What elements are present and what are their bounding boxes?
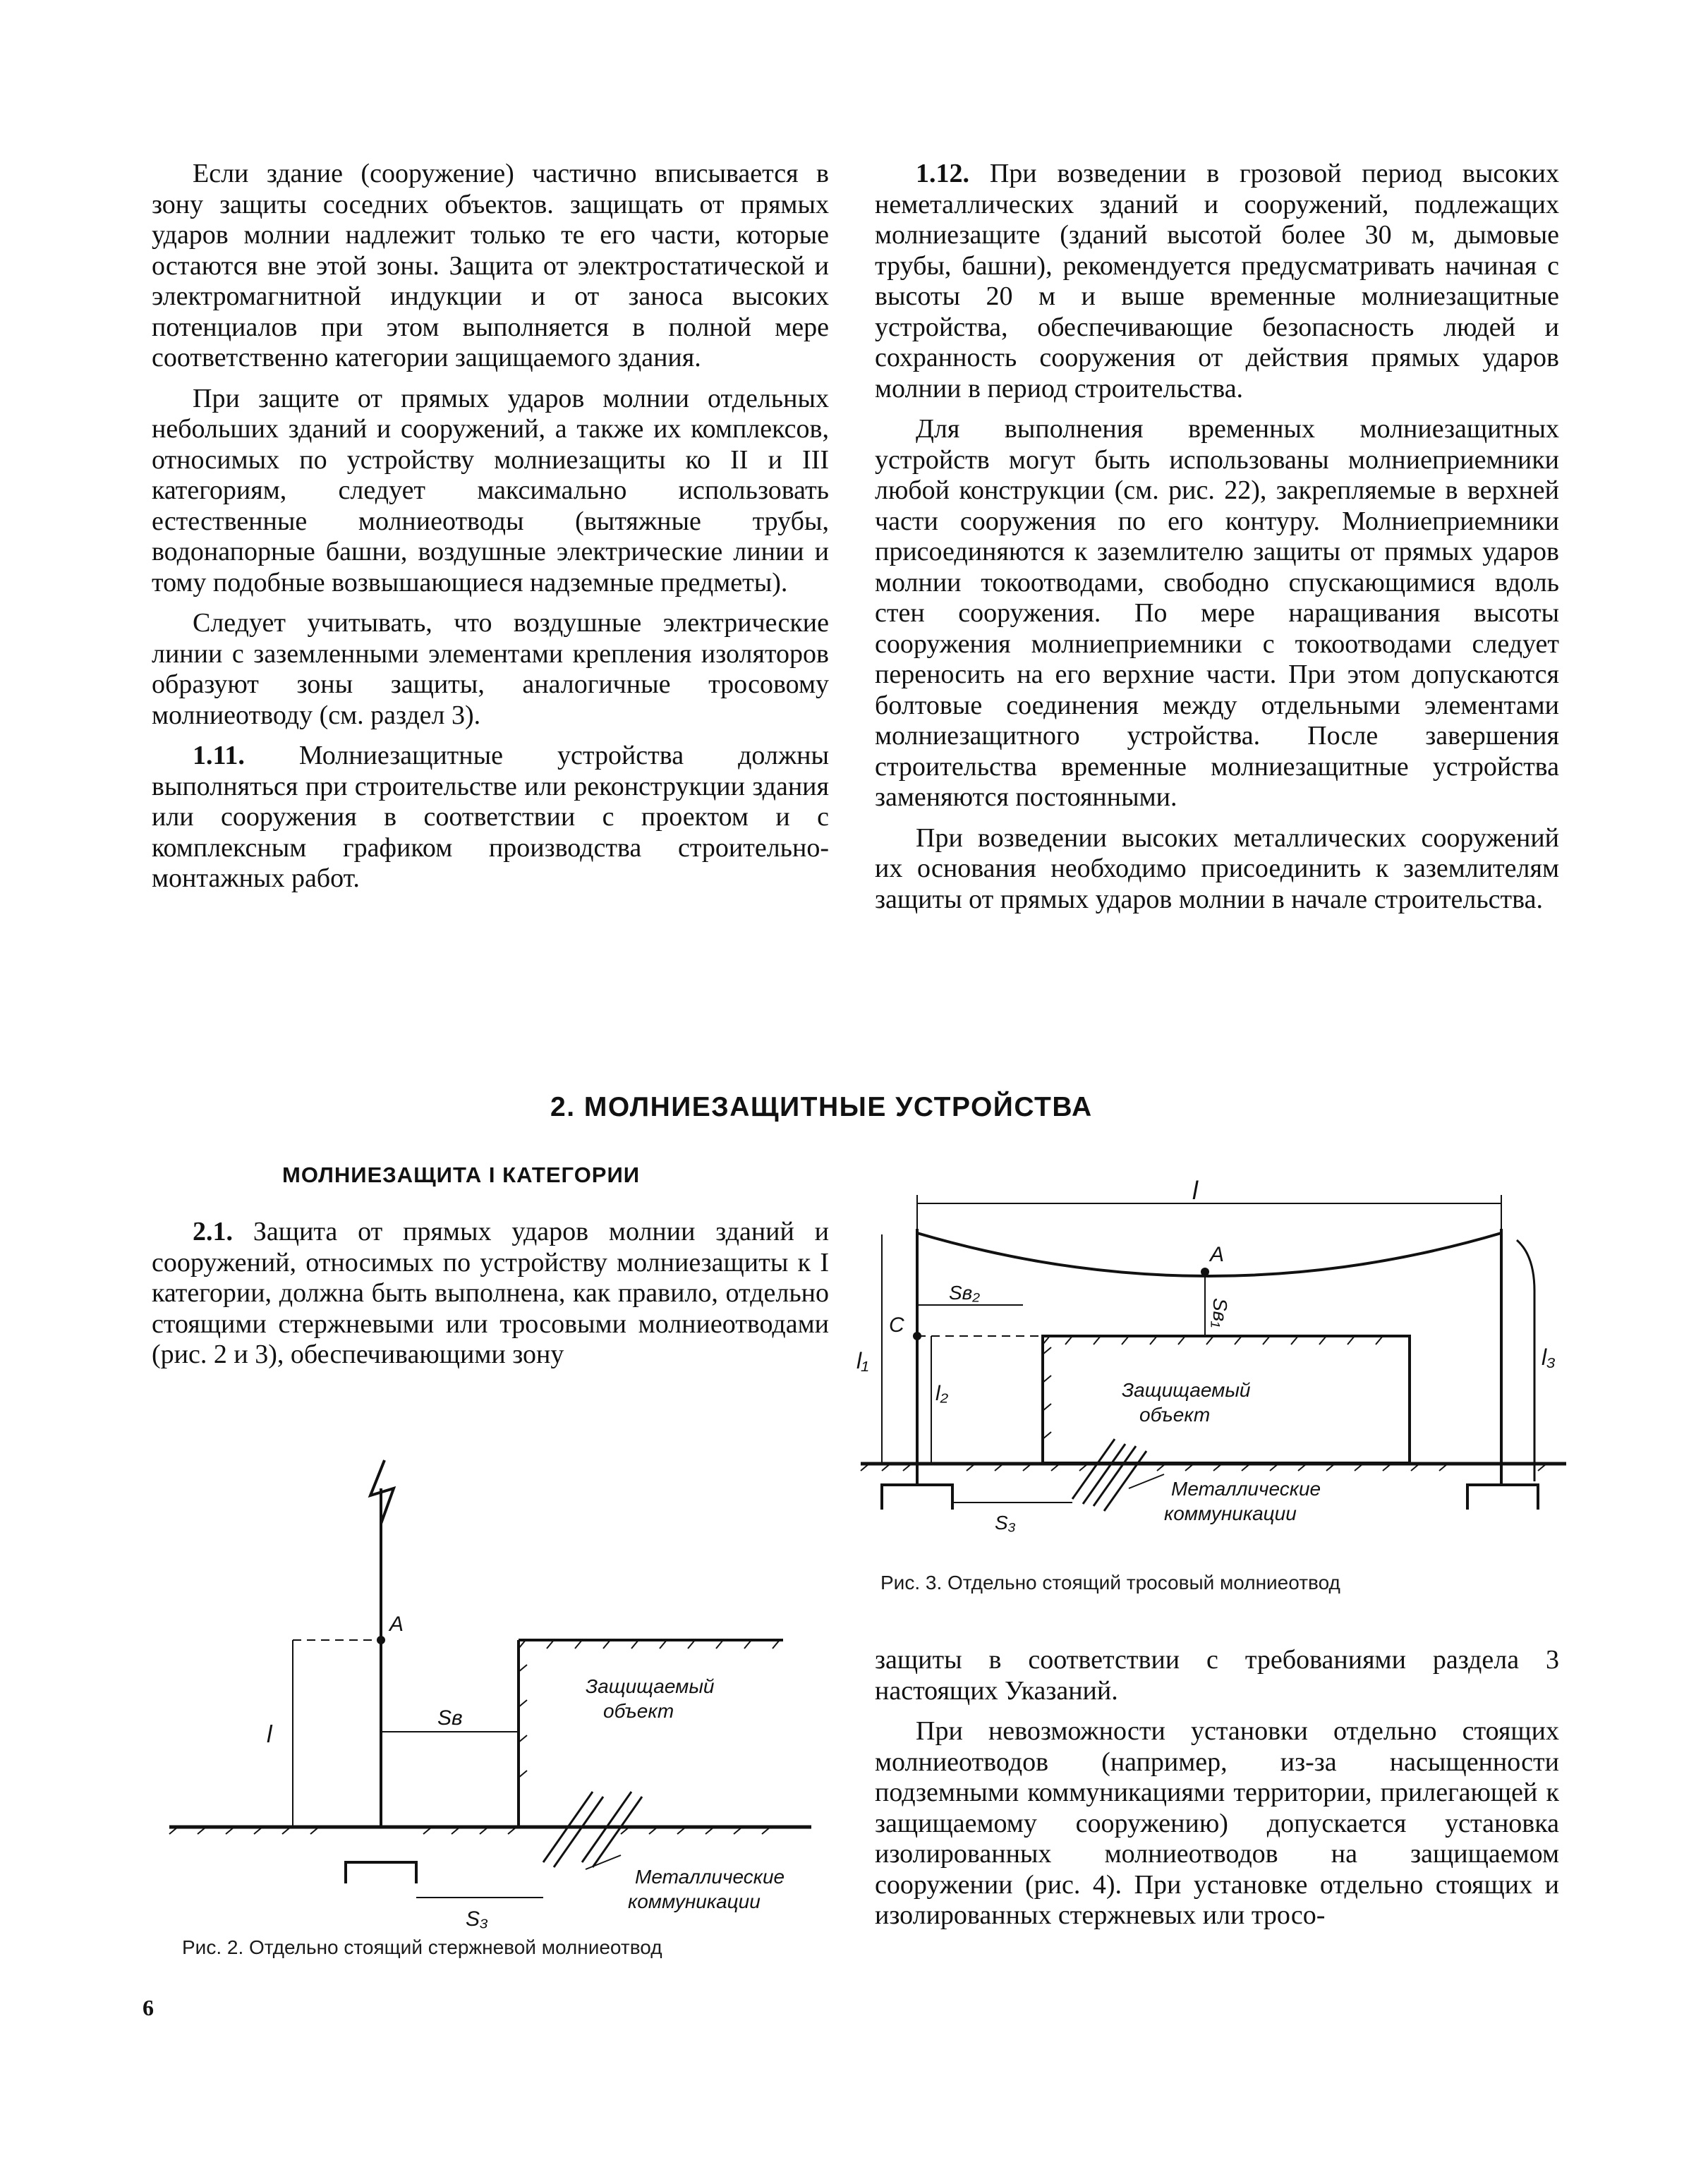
subsection-heading: МОЛНИЕЗАЩИТА I КАТЕГОРИИ [282,1163,641,1187]
figure-2-rod-diagram [169,1446,825,1931]
paragraph: Молниезащитные устройства должны выполняться при строительстве или реконструкции здания или сооружения в соответствии с проектом и с комплексным графиком производства строительно-монтажных работ. [152,741,829,893]
communications-label: коммуникации [628,1890,761,1912]
cable [917,1233,1501,1276]
paragraph: При возведении высоких металлических сооружений их основания необходимо присоединить к заземлителям защиты от прямых ударов молнии в начале строительства. [875,823,1559,914]
paragraph: Если здание (сооружение) частично вписывается в зону защиты соседних объектов. защищать от прямых ударов молнии надлежит только те его части, которые остаются вне этой зоны. Защита от электростатической и электромагнитной индукции и от заноса высоких потенциалов при этом выполняется в полной мере соответственно категории защищаемого здания. [152,159,829,372]
communications-label: Металлические [635,1866,785,1888]
label-l: l [1192,1176,1198,1205]
point-a [377,1636,385,1644]
label-sv1: Sв₁ [1209,1298,1231,1328]
paragraph: При возведении в грозовой период высоких неметаллических зданий и сооружений, подлежащих молниезащите (зданий высотой более 30 м, дымовые трубы, башни), рекомендуется предусматривать начиная с высоты 20 м и выше временные молниезащитные устройства, обеспечивающие безопасность людей и сохранность сооружения от действия прямых ударов молнии в период строительства. [875,159,1560,403]
label-a: A [1210,1243,1225,1266]
object-label: объект [1139,1404,1211,1426]
paragraph: Следует учитывать, что воздушные электрические линии с заземленными элементами крепления изоляторов образуют зоны защиты, аналогичные тросовому молниеотводу (см. раздел 3). [152,608,829,730]
section-heading: 2. МОЛНИЕЗАЩИТНЫЕ УСТРОЙСТВА [550,1092,1093,1122]
right-column-top [875,159,1559,925]
foundation [346,1862,416,1883]
figure-3-cable-rod-diagram [856,1176,1566,1545]
paragraph: Для выполнения временных молниезащитных устройств могут быть использованы молниеприемники любой конструкции (см. рис. 22), закрепляемые в верхней части сооружения по его контуру. Молниеприемники присоединяются к заземлителю защиты от прямых ударов молнии токоотводами, свободно спускающимися вдоль стен сооружения. По мере наращивания высоты сооружения молниеприемники с токоотводами следует переносить на его верхние части. При этом допускаются болтовые соединения между отдельными элементами молниезащитного устройства. После завершения строительства временные молниезащитные устройства заменяются постоянными. [875,414,1559,812]
paragraph: Защита от прямых ударов молнии зданий и сооружений, относимых по устройству молниезащиты к I категории, должна быть выполнена, как правило, отдельно стоящими стержневыми или тросовыми молниеотводами (рис. 2 и 3), обеспечивающими зону [152,1217,830,1369]
paragraph: При защите от прямых ударов молнии отдельных небольших зданий и сооружений, а также их комплексов, относимых по устройству молниезащиты ко II и III категориям, следует максимально использовать естественные молниеотводы (вытяжные трубы, водонапорные башни, воздушные электрические линии и тому подобные возвышающиеся надземные предметы). [152,383,829,597]
object-label: объект [603,1700,674,1722]
point-a [1201,1268,1209,1276]
left-foundation [882,1485,952,1510]
clause-2-1 [152,1217,829,1371]
label-sv: Sв [437,1706,463,1730]
clause-1-11 [152,741,829,894]
left-column-top [152,159,829,904]
paragraph: защиты в соответствии с требованиями раздела 3 настоящих Указаний. [875,1645,1559,1706]
label-l: l [267,1721,272,1748]
page-number: 6 [143,1995,154,2020]
right-column-bottom [875,1645,1559,1941]
label-l2: l₂ [935,1382,949,1405]
right-foundation [1467,1485,1538,1510]
pipe-2 [582,1792,642,1867]
clause-number: 1.11. [193,741,245,770]
pipe-1 [543,1792,603,1867]
communications-label: коммуникации [1164,1503,1297,1524]
clause-1-12 [875,159,1559,404]
label-l3: l₃ [1542,1344,1556,1370]
paragraph: При невозможности установки отдельно стоящих молниеотводов (например, из-за насыщенности подземными коммуникациями территории, прилегающей к защищаемому сооружению) допускается установка изолированных молниеотводов на защищаемом сооружении (рис. 4). При установке отдельно стоящих и изолированных стержневых или тросо- [875,1716,1559,1930]
clause-number: 2.1. [193,1217,233,1246]
label-c: C [889,1313,904,1337]
label-a: A [389,1613,404,1636]
clause-number: 1.12. [916,159,969,188]
left-column-middle [152,1217,829,1380]
label-s3: S₃ [995,1512,1016,1534]
label-sv2: Sв₂ [949,1282,980,1304]
down-conductor [1517,1240,1534,1481]
point-c [913,1332,921,1340]
figure-3-caption: Рис. 3. Отдельно стоящий тросовый молниеотвод [880,1572,1340,1594]
communications-label: Металлические [1171,1478,1321,1500]
label-s3: S₃ [466,1907,488,1931]
object-label: Защищаемый [1122,1379,1251,1401]
figure-2-caption: Рис. 2. Отдельно стоящий стержневой молниеотвод [182,1936,662,1958]
object-label: Защищаемый [586,1675,715,1697]
label-l1: l₁ [856,1348,869,1373]
